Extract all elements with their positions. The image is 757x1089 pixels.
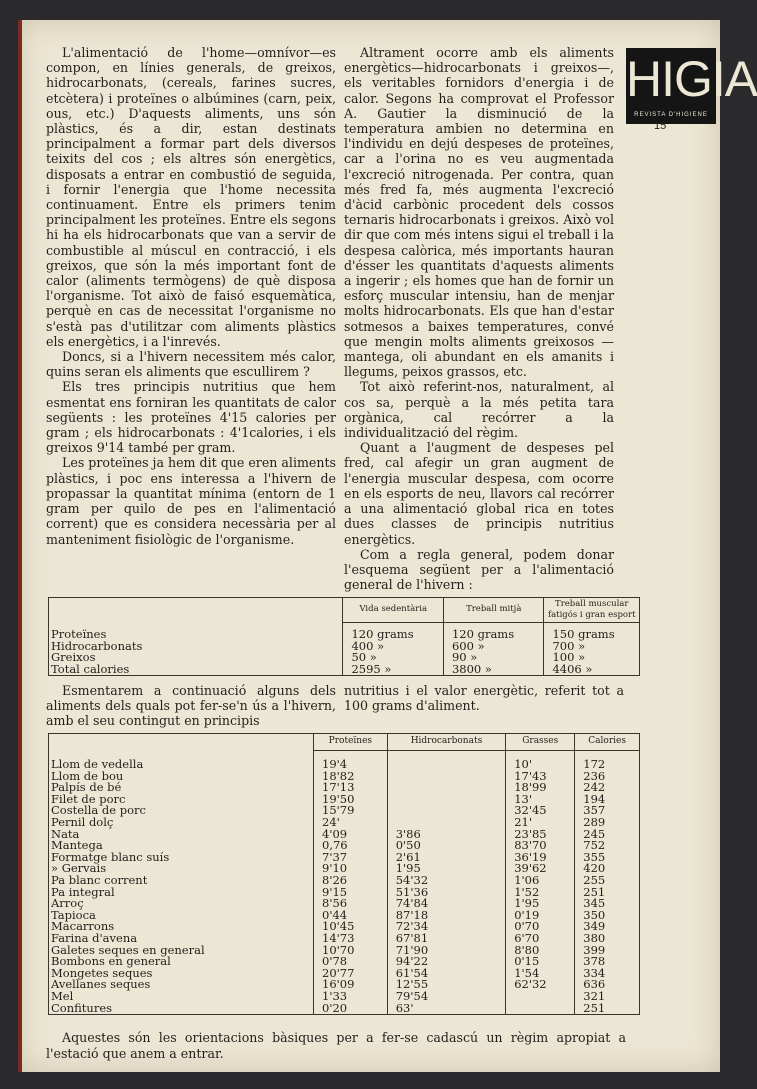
table-cell	[387, 782, 505, 794]
table-cell: 8'80	[506, 945, 575, 957]
row-label: Bombons en general	[51, 954, 171, 969]
table-cell: 172	[575, 751, 640, 771]
table-cell: 9'10	[314, 863, 388, 875]
table-cell: 289	[575, 817, 640, 829]
intro-left	[46, 683, 336, 729]
table-cell: 700 »	[544, 641, 640, 653]
table-header-cell: Calories	[575, 734, 640, 751]
table-cell: 10'70	[314, 945, 388, 957]
table-cell: 0'20	[314, 1002, 388, 1014]
table-cell: 4406 »	[544, 664, 640, 676]
table-cell: 399	[575, 945, 640, 957]
table-header-cell: Proteïnes	[314, 734, 388, 751]
row-label: Mel	[51, 988, 74, 1003]
table-row	[49, 652, 640, 664]
table-cell: 0'19	[506, 910, 575, 922]
closing-paragraph	[46, 1030, 626, 1062]
row-label: Tapioca	[51, 907, 96, 922]
table-cell: 1'52	[506, 887, 575, 899]
table-cell	[387, 805, 505, 817]
table-cell: 19'50	[314, 794, 388, 806]
table-cell: 251	[575, 1002, 640, 1014]
table-cell: 36'19	[506, 852, 575, 864]
logo-title: HIGIA	[626, 51, 757, 107]
table-cell: 24'	[314, 817, 388, 829]
table-cell: 255	[575, 875, 640, 887]
table-cell: 334	[575, 968, 640, 980]
table-cell: 17'13	[314, 782, 388, 794]
paragraph: L'alimentació de l'home—omnívor—es compon, en línies generals, de greixos, hidrocarbonats, (cereals, farines sucres, etcètera) i proteïnes o albúmines (carn, peix, ous, etc.) D'aquests aliments, uns són plàstics, és a dir, estan destinats principalment a formar part dels diversos teixits del cos ; els altres són energètics, disposats a entrar en combustió de seguida, i fornir l'energia que l'home necessita continuament. Entre els primers tenim principalment les proteïnes. Entre els segons hi ha els hidrocarbonats que van a servir de combustible al múscul en contracció, i els greixos, que són la més important font de calor (aliments termògens) de què disposa l'organisme. Tot això de faisó esquemàtica, perquè en cas de necessitat l'organisme no s'està pas d'utilitzar com aliments plàstics els energètics, i a l'inrevés.	[46, 45, 336, 349]
row-label: Hidrocarbonats	[51, 638, 143, 653]
row-label: » Gervais	[51, 861, 107, 876]
table-cell: 61'54	[387, 968, 505, 980]
table-cell: 4'09	[314, 829, 388, 841]
table-row	[49, 641, 640, 653]
table-cell: 51'36	[387, 887, 505, 899]
table-cell: 71'90	[387, 945, 505, 957]
row-label: Farina d'avena	[51, 930, 138, 945]
table-cell: 18'99	[506, 782, 575, 794]
intro-right	[344, 683, 624, 713]
table-header-row	[49, 598, 640, 623]
table-cell	[387, 771, 505, 783]
table-cell: 350	[575, 910, 640, 922]
row-label: Avellanes seques	[51, 977, 151, 992]
table-header-cell	[49, 598, 343, 623]
table-row	[49, 1002, 640, 1014]
row-label: Pernil dolç	[51, 815, 114, 830]
table-cell: 16'09	[314, 979, 388, 991]
table-cell: 90 »	[443, 652, 544, 664]
table-cell: 3'86	[387, 829, 505, 841]
row-label: Llom de bou	[51, 768, 124, 783]
row-label: Costella de porc	[51, 803, 146, 818]
table-header-cell: Treball mitjà	[443, 598, 544, 623]
table-cell: 1'95	[506, 898, 575, 910]
table-row	[49, 805, 640, 817]
table-cell: 349	[575, 921, 640, 933]
table-cell: 321	[575, 991, 640, 1003]
paragraph: Quant a l'augment de despeses pel fred, cal afegir un gran augment de l'energia muscular despesa, com ocorre en els esports de neu, llavors cal recórrer a una alimentació global rica en totes dues classes de principis nutritius energètics.	[344, 440, 614, 547]
table-cell	[387, 751, 505, 771]
row-label: Mantega	[51, 838, 103, 853]
table-cell: 13'	[506, 794, 575, 806]
table-cell: 7'37	[314, 852, 388, 864]
table-cell: 0,76	[314, 840, 388, 852]
table-cell: 245	[575, 829, 640, 841]
table-cell: 21'	[506, 817, 575, 829]
table-cell: 236	[575, 771, 640, 783]
table-cell: 8'56	[314, 898, 388, 910]
table-cell: 14'73	[314, 933, 388, 945]
paragraph: Altrament ocorre amb els aliments energètics—hidrocarbonats i greixos—, els veritables fornidors d'energia i de calor. Segons ha comprovat el Professor A. Gautier la disminució de la temperatura ambien no determina en l'individu en dejú despeses de proteïnes, car a l'orina no es veu augmentada l'excreció nitrogenada. Per contra, quan més fred fa, més augmenta l'excreció d'àcid carbònic procedent dels cossos ternaris hidrocarbonats i greixos. Això vol dir que com més intens sigui el treball i la despesa calòrica, més importants hauran d'ésser les quantitats d'aquests aliments a ingerir ; els homes que han de fornir un esforç muscular intensiu, han de menjar molts hidrocarbonats. Els que han d'estar sotmesos a baixes temperatures, convé que mengin molts aliments greixosos — mantega, oli abundant en els amanits i llegums, peixos grassos, etc.	[344, 45, 614, 380]
row-label: Pa integral	[51, 884, 115, 899]
table-cell: 15'79	[314, 805, 388, 817]
table-cell: 2595 »	[343, 664, 444, 676]
table-cell: 0'70	[506, 921, 575, 933]
table-cell: 150 grams	[544, 623, 640, 641]
table-cell: 1'33	[314, 991, 388, 1003]
row-label: Macarrons	[51, 919, 115, 934]
table-cell: 0'78	[314, 956, 388, 968]
table-cell: 72'34	[387, 921, 505, 933]
row-label: Mongetes seques	[51, 965, 153, 980]
table-cell: 94'22	[387, 956, 505, 968]
table-cell: 251	[575, 887, 640, 899]
row-label: Llom de vedella	[51, 756, 144, 771]
winter-diet-table	[48, 597, 640, 676]
table-cell: 100 »	[544, 652, 640, 664]
magazine-page	[18, 20, 757, 1072]
table-cell: 19'4	[314, 751, 388, 771]
table-cell	[506, 1002, 575, 1014]
table-cell	[387, 794, 505, 806]
paragraph: nutritius i el valor energètic, referit tot a 100 grams d'aliment.	[344, 683, 624, 714]
table-row	[49, 751, 640, 771]
row-label: Proteïnes	[51, 626, 107, 641]
table-row	[49, 664, 640, 676]
table-cell: 120 grams	[343, 623, 444, 641]
row-label: Confitures	[51, 1000, 113, 1015]
row-label: Formatge blanc suís	[51, 849, 170, 864]
table-header-cell: Vida sedentària	[343, 598, 444, 623]
table-cell: 636	[575, 979, 640, 991]
table-header-cell	[49, 734, 314, 751]
table-cell: 355	[575, 852, 640, 864]
table-cell: 9'15	[314, 887, 388, 899]
table-cell: 23'85	[506, 829, 575, 841]
page-spine	[18, 20, 22, 1072]
table-cell: 0'15	[506, 956, 575, 968]
row-label: Greixos	[51, 650, 96, 664]
paragraph: Aquestes són les orientacions bàsiques per a fer-se cadascú un règim apropiat a l'estació que anem a entrar.	[46, 1030, 626, 1061]
table-cell: 8'26	[314, 875, 388, 887]
table-cell: 194	[575, 794, 640, 806]
food-composition-table	[48, 733, 640, 1015]
table-cell: 63'	[387, 1002, 505, 1014]
table-cell: 357	[575, 805, 640, 817]
table-cell: 1'54	[506, 968, 575, 980]
table-cell: 62'32	[506, 979, 575, 991]
table-cell: 50 »	[343, 652, 444, 664]
row-label: Filet de porc	[51, 791, 126, 806]
table-cell: 32'45	[506, 805, 575, 817]
table-cell: 0'50	[387, 840, 505, 852]
table-cell: 18'82	[314, 771, 388, 783]
right-column	[344, 45, 614, 592]
table-cell: 2'61	[387, 852, 505, 864]
row-label: Total calories	[51, 661, 130, 676]
table-cell: 39'62	[506, 863, 575, 875]
table-cell: 67'81	[387, 933, 505, 945]
row-label: Palpís de bé	[51, 780, 122, 795]
higia-logo	[626, 48, 757, 124]
table-cell: 378	[575, 956, 640, 968]
table-cell: 600 »	[443, 641, 544, 653]
table-cell	[506, 991, 575, 1003]
table-cell: 74'84	[387, 898, 505, 910]
table-cell: 20'77	[314, 968, 388, 980]
table-cell: 242	[575, 782, 640, 794]
table-header-cell: Hidrocarbonats	[387, 734, 505, 751]
table-cell: 79'54	[387, 991, 505, 1003]
row-label: Pa blanc corrent	[51, 872, 148, 887]
table-header-row	[49, 734, 640, 751]
table-cell: 17'43	[506, 771, 575, 783]
row-label: Nata	[51, 826, 80, 841]
table-cell: 3800 »	[443, 664, 544, 676]
table-header-cell: Grasses	[506, 734, 575, 751]
table-cell: 87'18	[387, 910, 505, 922]
table-cell: 1'06	[506, 875, 575, 887]
table-cell: 400 »	[343, 641, 444, 653]
table-cell: 120 grams	[443, 623, 544, 641]
paragraph: Els tres principis nutritius que hem esmentat ens forniran les quantitats de calor següents : les proteïnes 4'15 calories per gram ; els hidrocarbonats : 4'1calories, i els greixos 9'14 també per gram.	[46, 379, 336, 456]
table-cell: 0'44	[314, 910, 388, 922]
page-number: 15	[654, 120, 667, 132]
logo-subtitle: REVISTA D'HIGIENE	[634, 112, 708, 118]
paragraph: Doncs, si a l'hivern necessitem més calor, quins seran els aliments que escullirem ?	[46, 349, 336, 380]
table-cell: 12'55	[387, 979, 505, 991]
row-label: Arroç	[51, 896, 84, 911]
row-label: Galetes seques en general	[51, 942, 205, 957]
table-cell: 6'70	[506, 933, 575, 945]
table-cell: 345	[575, 898, 640, 910]
left-column	[46, 45, 336, 547]
table-cell: 420	[575, 863, 640, 875]
table-header-cell: Treball muscular fatigós i gran esport	[544, 598, 640, 623]
table-cell: 54'32	[387, 875, 505, 887]
paragraph: Com a regla general, podem donar l'esquema següent per a l'alimentació general de l'hivern :	[344, 546, 614, 593]
table-cell: 10'45	[314, 921, 388, 933]
table-cell: 83'70	[506, 840, 575, 852]
table-row	[49, 623, 640, 641]
table-cell: 1'95	[387, 863, 505, 875]
table-cell: 10'	[506, 751, 575, 771]
table-cell: 752	[575, 840, 640, 852]
paragraph: Tot això referint-nos, naturalment, al cos sa, perquè a la més petita tara orgànica, cal recórrer a la individualització del règim.	[344, 379, 614, 441]
paragraph: Les proteïnes ja hem dit que eren aliments plàstics, i poc ens interessa a l'hivern de propassar la quantitat mínima (entorn de 1 gram per quilo de pes en l'alimentació corrent) que es considera necessària per al manteniment fisiològic de l'organisme.	[46, 455, 336, 547]
paragraph: Esmentarem a continuació alguns dels aliments dels quals pot fer-se'n ús a l'hivern, amb el seu contingut en principis	[46, 683, 336, 729]
table-cell: 380	[575, 933, 640, 945]
